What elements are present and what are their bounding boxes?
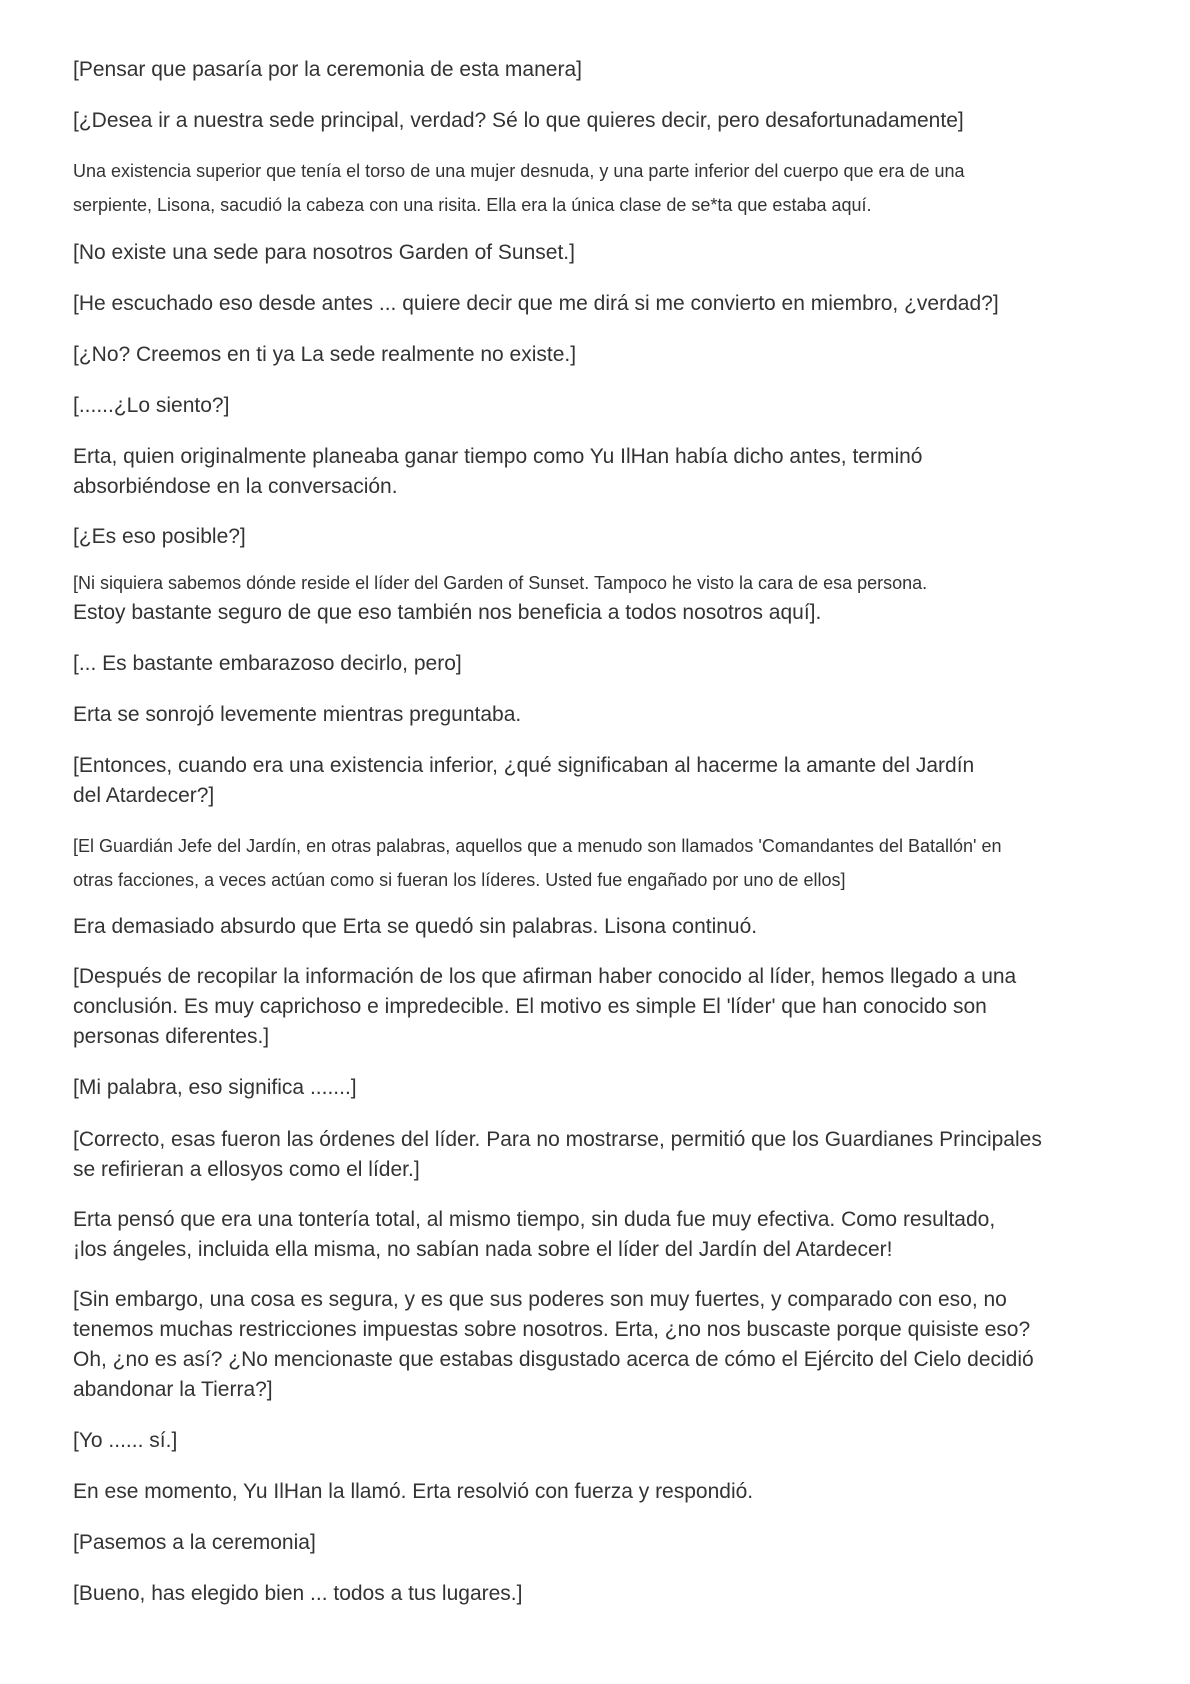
- text-line: [Después de recopilar la información de los que afirman haber conocido al líder, hemos llegado a una: [73, 965, 1017, 988]
- text-line: [¿Desea ir a nuestra sede principal, verdad? Sé lo que quieres decir, pero desafortunadamente]: [73, 109, 964, 132]
- paragraph: [73, 522, 246, 552]
- paragraph: [73, 598, 821, 628]
- text-line: abandonar la Tierra?]: [73, 1378, 273, 1401]
- paragraph: [73, 340, 576, 370]
- text-line: Una existencia superior que tenía el torso de una mujer desnuda, y una parte inferior del cuerpo que era de una: [73, 161, 965, 181]
- text-line: Erta se sonrojó levemente mientras preguntaba.: [73, 703, 522, 726]
- text-line: [... Es bastante embarazoso decirlo, pero]: [73, 652, 462, 675]
- paragraph: [73, 1285, 1034, 1405]
- paragraph: [73, 442, 923, 502]
- paragraph: [73, 912, 757, 942]
- text-line: [¿Es eso posible?]: [73, 525, 246, 548]
- text-line: conclusión. Es muy caprichoso e impredecible. El motivo es simple El 'líder' que han conocido son: [73, 995, 987, 1018]
- paragraph: [73, 238, 575, 268]
- text-line: [Mi palabra, eso significa .......]: [73, 1076, 357, 1099]
- paragraph: [73, 1477, 753, 1507]
- text-line: [¿No? Creemos en ti ya La sede realmente no existe.]: [73, 343, 577, 366]
- paragraph: [73, 829, 1001, 897]
- text-line: Erta, quien originalmente planeaba ganar tiempo como Yu IlHan había dicho antes, terminó: [73, 445, 923, 468]
- paragraph: [73, 1426, 177, 1456]
- text-line: Era demasiado absurdo que Erta se quedó sin palabras. Lisona continuó.: [73, 915, 758, 938]
- paragraph: [73, 751, 974, 811]
- paragraph: [73, 700, 521, 730]
- paragraph: [73, 649, 462, 679]
- text-line: [He escuchado eso desde antes ... quiere decir que me dirá si me convierto en miembro, ¿verdad?]: [73, 292, 999, 315]
- text-line: Erta pensó que era una tontería total, al mismo tiempo, sin duda fue muy efectiva. Como resultado,: [73, 1208, 996, 1231]
- text-line: [No existe una sede para nosotros Garden of Sunset.]: [73, 241, 575, 264]
- text-line: Estoy bastante seguro de que eso también nos beneficia a todos nosotros aquí].: [73, 601, 822, 624]
- paragraph: [73, 1073, 357, 1103]
- text-line: tenemos muchas restricciones impuestas sobre nosotros. Erta, ¿no nos buscaste porque quisiste eso?: [73, 1318, 1031, 1341]
- text-line: se refirieran a ellosyos como el líder.]: [73, 1158, 420, 1181]
- text-line: [Entonces, cuando era una existencia inferior, ¿qué significaban al hacerme la amante del Jardín: [73, 754, 975, 777]
- text-line: [Pensar que pasaría por la ceremonia de esta manera]: [73, 58, 582, 81]
- paragraph: [73, 55, 582, 85]
- paragraph: [73, 1205, 995, 1265]
- paragraph: [73, 568, 927, 598]
- text-line: serpiente, Lisona, sacudió la cabeza con una risita. Ella era la única clase de se*ta que estaba aquí.: [73, 195, 872, 215]
- text-line: [......¿Lo siento?]: [73, 394, 230, 417]
- text-line: Oh, ¿no es así? ¿No mencionaste que estabas disgustado acerca de cómo el Ejército del Cielo decidió: [73, 1348, 1034, 1371]
- text-line: ¡los ángeles, incluida ella misma, no sabían nada sobre el líder del Jardín del Atardecer!: [73, 1238, 893, 1261]
- text-line: [Yo ...... sí.]: [73, 1429, 178, 1452]
- paragraph: [73, 1125, 1042, 1185]
- text-line: [Sin embargo, una cosa es segura, y es que sus poderes son muy fuertes, y comparado con eso, no: [73, 1288, 1007, 1311]
- text-line: absorbiéndose en la conversación.: [73, 475, 398, 498]
- paragraph: [73, 391, 229, 421]
- paragraph: [73, 1528, 316, 1558]
- text-line: personas diferentes.]: [73, 1025, 270, 1048]
- text-line: [Ni siquiera sabemos dónde reside el líder del Garden of Sunset. Tampoco he visto la cara de esa persona.: [73, 573, 928, 593]
- text-line: [Correcto, esas fueron las órdenes del líder. Para no mostrarse, permitió que los Guardianes Principales: [73, 1128, 1042, 1151]
- paragraph: [73, 962, 1016, 1052]
- text-line: En ese momento, Yu IlHan la llamó. Erta resolvió con fuerza y respondió.: [73, 1480, 754, 1503]
- text-line: [Bueno, has elegido bien ... todos a tus lugares.]: [73, 1582, 523, 1605]
- text-line: del Atardecer?]: [73, 784, 215, 807]
- text-line: [El Guardián Jefe del Jardín, en otras palabras, aquellos que a menudo son llamados 'Comandantes del Batallón' en: [73, 836, 1002, 856]
- text-line: otras facciones, a veces actúan como si fueran los líderes. Usted fue engañado por uno de ellos]: [73, 870, 846, 890]
- paragraph: [73, 1579, 522, 1609]
- paragraph: [73, 154, 965, 222]
- paragraph: [73, 289, 999, 319]
- paragraph: [73, 106, 964, 136]
- text-line: [Pasemos a la ceremonia]: [73, 1531, 316, 1554]
